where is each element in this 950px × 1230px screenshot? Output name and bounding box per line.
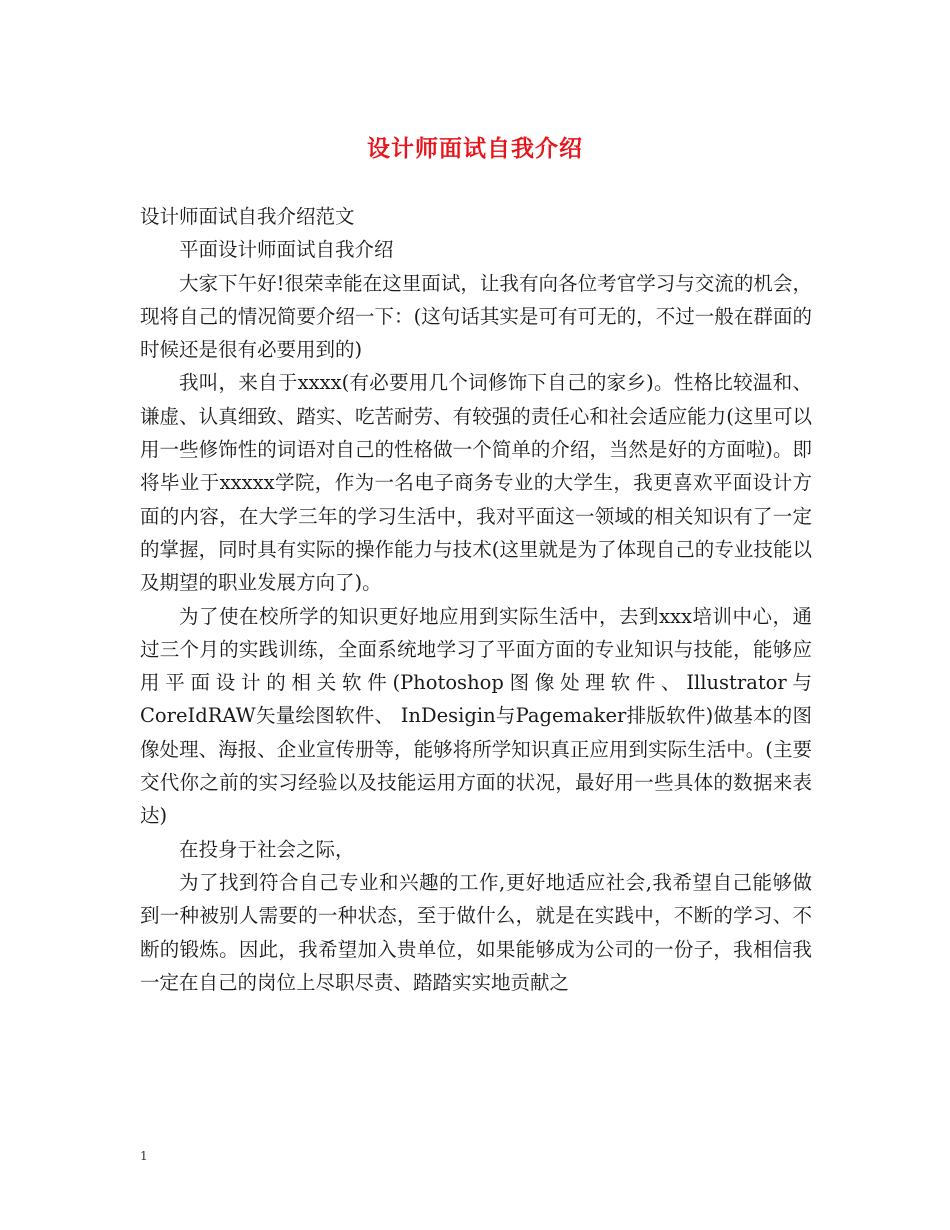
paragraph-section-heading: 平面设计师面试自我介绍 xyxy=(179,238,394,262)
page-number: 1 xyxy=(140,1149,148,1163)
paragraph-transition: 在投身于社会之际， xyxy=(179,837,355,861)
document-title: 设计师面试自我介绍 xyxy=(367,135,583,162)
paragraph-training-experience: 为了使在校所学的知识更好地应用到实际生活中，去到xxx培训中心，通过三个月的实践训练，全面系统地学习了平面方面的专业知识与技能，能够应用平面设计的相关软件(Photoshop图像处理软件、Illustrator与CoreIdRAW矢量绘图软件、 InDesigin与Pagemaker排版软件)做基本的图像处理、海报、企业宣传册等，能够将所学知识真正应用到实际生活中。(主要交代你之前的实习经验以及技能运用方面的状况，最好用一些具体的数据来表达) xyxy=(140,604,812,828)
paragraph-career-goal: 为了找到符合自己专业和兴趣的工作,更好地适应社会,我希望自己能够做到一种被别人需要的一种状态，至于做什么，就是在实践中，不断的学习、不断的锻炼。因此，我希望加入贵单位，如果能够成为公司的一份子，我相信我一定在自己的岗位上尽职尽责、踏踏实实地贡献之 xyxy=(140,870,812,994)
document-body xyxy=(140,200,812,999)
paragraph-greeting: 大家下午好!很荣幸能在这里面试，让我有向各位考官学习与交流的机会，现将自己的情况简要介绍一下：(这句话其实是可有可无的，不过一般在群面的时候还是很有必要用到的) xyxy=(140,271,812,362)
paragraph-personal-intro: 我叫，来自于xxxx(有必要用几个词修饰下自己的家乡)。性格比较温和、谦虚、认真细致、踏实、吃苦耐劳、有较强的责任心和社会适应能力(这里可以用一些修饰性的词语对自己的性格做一个简单的介绍，当然是好的方面啦)。即将毕业于xxxxx学院，作为一名电子商务专业的大学生，我更喜欢平面设计方面的内容，在大学三年的学习生活中，我对平面这一领域的相关知识有了一定的掌握，同时具有实际的操作能力与技术(这里就是为了体现自己的专业技能以及期望的职业发展方向了)。 xyxy=(140,371,812,595)
document-subtitle: 设计师面试自我介绍范文 xyxy=(140,205,355,228)
